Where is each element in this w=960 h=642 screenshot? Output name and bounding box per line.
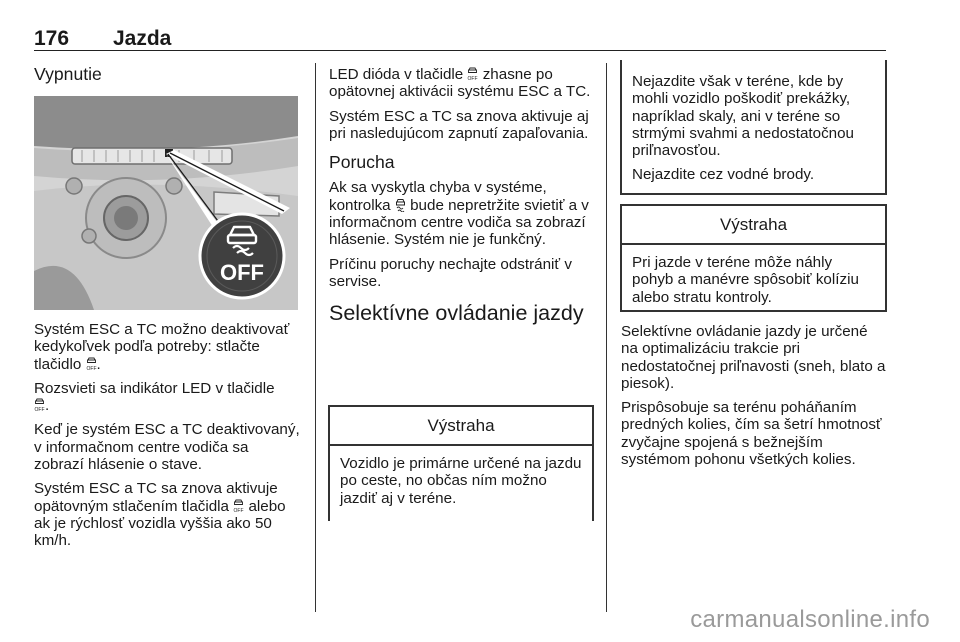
paragraph-selective-purpose: Selektívne ovládanie jazdy je určené na optimalizáciu trakcie pri nedostatočnej priľnavosti (sneh, blato a piesok). (621, 323, 886, 392)
column-2 (329, 66, 595, 335)
header-rule (34, 50, 886, 51)
paragraph-reactivate: Systém ESC a TC sa znova aktivuje opätovným stlačením tlačidla OFF alebo ak je rýchlosť vozidla vyššia ako 50 km/h. (34, 480, 286, 550)
column-1-body (34, 321, 302, 557)
paragraph-service: Príčinu poruchy nechajte odstrániť v servise. (329, 255, 572, 290)
paragraph-selective-adapt: Prispôsobuje sa terénu poháňaním predných kolies, čím sa šetrí hmotnosť zvyčajne spojená s bežnejším systémom pohonu všetkých kolies. (621, 399, 882, 469)
warning-box-1 (328, 405, 594, 521)
warning-box-1-continued (620, 60, 887, 195)
section-title: Jazda (113, 27, 172, 50)
esc-warning-icon (395, 198, 406, 212)
svg-text:OFF: OFF (86, 365, 97, 371)
paragraph-deactivate: Systém ESC a TC možno deaktivovať kedykoľvek podľa potreby: stlačte tlačidlo OFF . (34, 321, 290, 373)
warning-continued-text (622, 60, 885, 193)
heading-selective-drive: Selektívne ovládanie jazdy (329, 301, 584, 326)
column-divider-1 (315, 63, 316, 612)
esc-off-icon (467, 67, 478, 81)
paragraph-ignition: Systém ESC a TC sa znova aktivuje aj pri nasledujúcom zapnutí zapaľovania. (329, 107, 589, 142)
esc-off-icon (233, 499, 244, 513)
watermark: carmanualsonline.info (690, 606, 930, 633)
esc-off-icon (34, 398, 45, 412)
paragraph-led: Rozsvieti sa indikátor LED v tlačidle OFF . (34, 379, 275, 415)
paragraph-status: Keď je systém ESC a TC deaktivovaný, v informačnom centre vodiča sa zobrazí hlásenie o stave. (34, 421, 300, 474)
off-label: OFF (220, 260, 264, 285)
warning-continued-paragraph-1: Nejazdite však v teréne, kde by mohli vozidlo poškodiť prekážky, napríklad skaly, ani v teréne so strmými svahmi a nedostatočnou priľnavosťou. (632, 73, 854, 160)
esc-off-icon (86, 357, 97, 371)
warning-text: Vozidlo je primárne určené na jazdu po ceste, no občas ním možno jazdiť aj v teréne. (340, 455, 582, 507)
svg-text:OFF: OFF (34, 407, 45, 413)
paragraph-fault: Ak sa vyskytla chyba v systéme, kontrolka bude nepretržite svietiť a v informačnom centre vodiča sa zobrazí hlásenie. Systém nie je funkčný. (329, 179, 589, 249)
warning-continued-paragraph-2: Nejazdite cez vodné brody. (632, 166, 815, 184)
column-divider-2 (606, 63, 607, 612)
dashboard-esc-button-illustration (34, 96, 298, 310)
warning-title: Výstraha (330, 407, 592, 446)
svg-text:OFF: OFF (467, 76, 478, 81)
warning-box-2 (620, 204, 887, 312)
heading-porucha: Porucha (329, 152, 395, 173)
paragraph-led-off: LED dióda v tlačidle OFF zhasne po opätovnej aktivácii systému ESC a TC. (329, 66, 591, 101)
column-1 (34, 66, 304, 91)
warning-text: Pri jazde v teréne môže náhly pohyb a manévre spôsobiť kolíziu alebo stratu kontroly. (632, 254, 859, 306)
svg-text:OFF: OFF (233, 507, 244, 513)
page-number: 176 (34, 27, 70, 50)
heading-vypnutie: Vypnutie (34, 64, 102, 84)
column-3-body (621, 323, 887, 475)
warning-title: Výstraha (622, 206, 885, 245)
